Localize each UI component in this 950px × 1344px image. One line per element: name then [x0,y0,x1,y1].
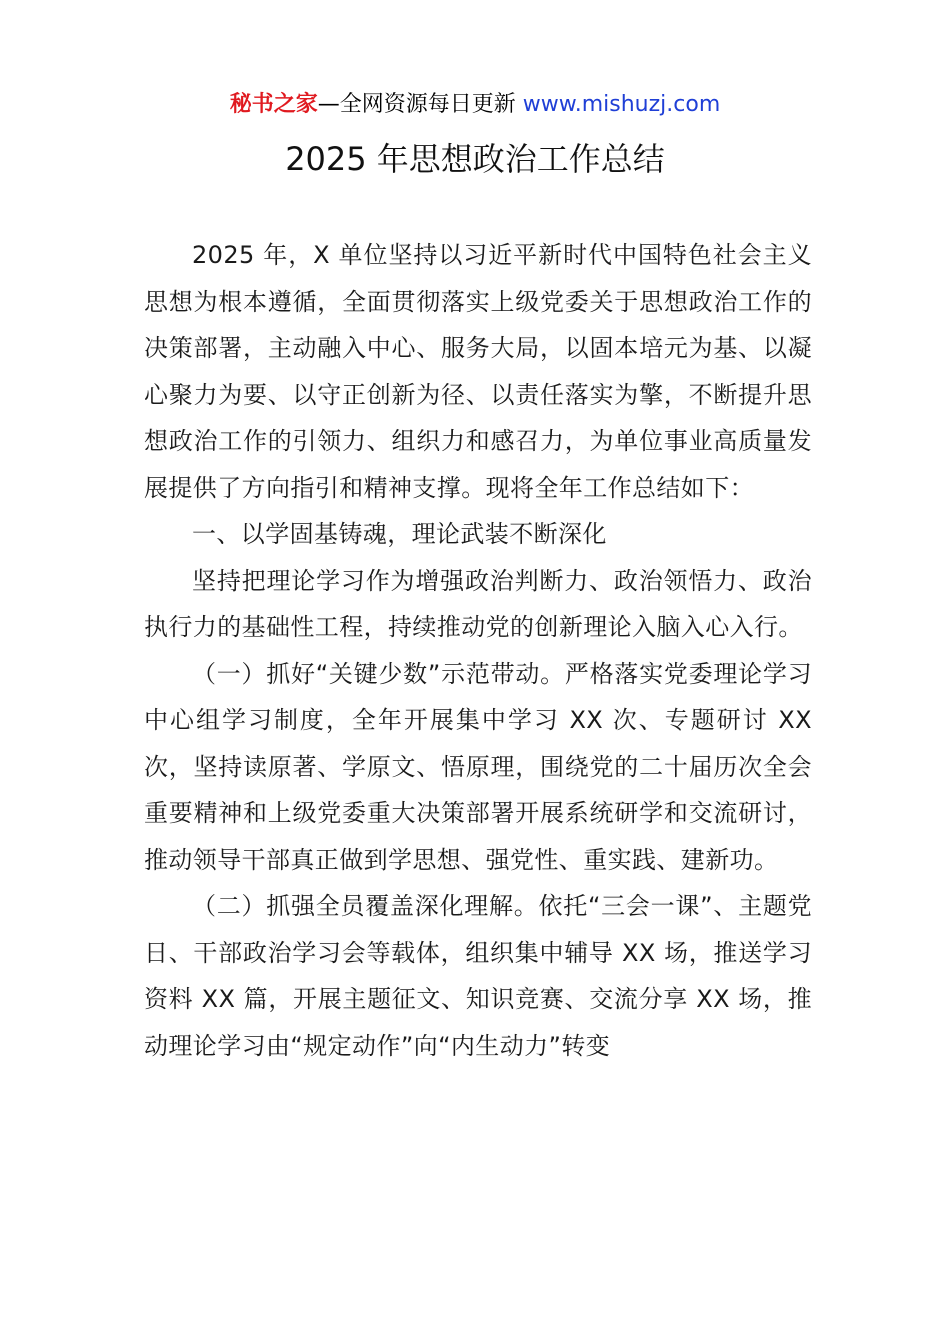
site-tagline: —全网资源每日更新 [317,92,523,117]
subsection-1-paragraph: （一）抓好“关键少数”示范带动。严格落实党委理论学习中心组学习制度，全年开展集中学习 XX 次、专题研讨 XX 次，坚持读原著、学原文、悟原理，围绕党的二十届历次全会重要精神和上级党委重大决策部署开展系统研学和交流研讨，推动领导干部真正做到学思想、强党性、重实践、建新功。 [144,659,812,874]
site-header [0,88,950,122]
section-heading-1: 一、以学固基铸魂，理论武装不断深化 [192,520,607,548]
section-1-paragraph: 坚持把理论学习作为增强政治判断力、政治领悟力、政治执行力的基础性工程，持续推动党的创新理论入脑入心入行。 [144,566,812,641]
site-brand: 秘书之家 [229,92,318,117]
document-title: 2025 年思想政治工作总结 [285,140,665,178]
site-url-link[interactable]: www.mishuzj.com [522,92,721,117]
intro-paragraph: 2025 年，X 单位坚持以习近平新时代中国特色社会主义思想为根本遵循，全面贯彻落实上级党委关于思想政治工作的决策部署，主动融入中心、服务大局，以固本培元为基、以凝心聚力为要、以守正创新为径、以责任落实为擎，不断提升思想政治工作的引领力、组织力和感召力，为单位事业高质量发展提供了方向指引和精神支撑。现将全年工作总结如下： [144,241,812,502]
document-body [144,232,812,1069]
subsection-2-paragraph: （二）抓强全员覆盖深化理解。依托“三会一课”、主题党日、干部政治学习会等载体，组织集中辅导 XX 场，推送学习资料 XX 篇，开展主题征文、知识竞赛、交流分享 XX 场，推动理论学习由“规定动作”向“内生动力”转变 [144,892,812,1060]
